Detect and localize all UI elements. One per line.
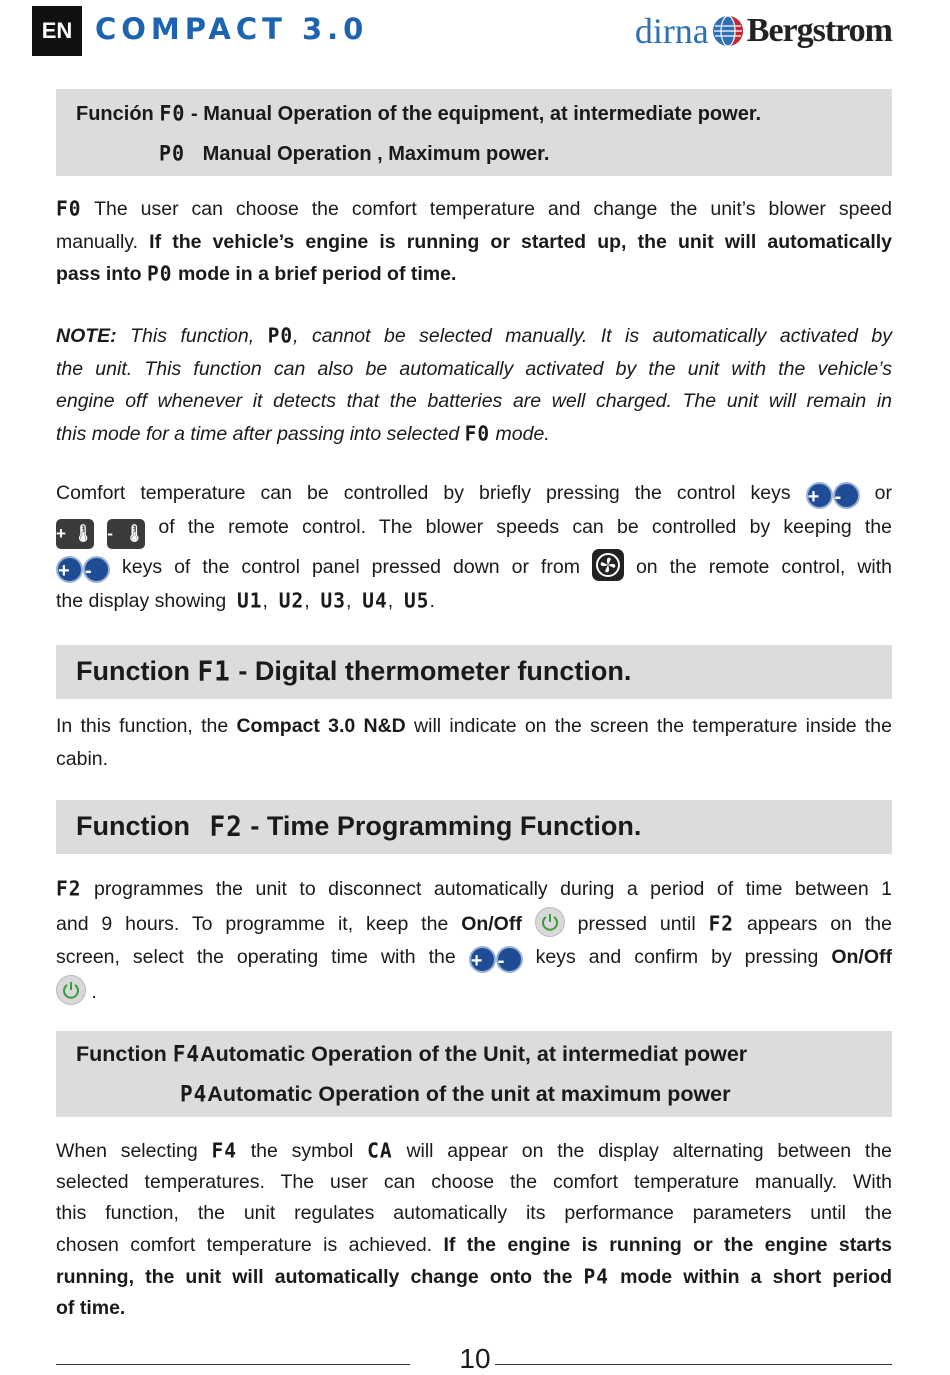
comfort-line1: Comfort temperature can be controlled by briefly pressing the control keys — [56, 482, 791, 504]
fan-icon — [592, 549, 624, 581]
section-header-f2 — [56, 800, 892, 854]
comfort-or: or — [874, 482, 893, 504]
remote-plus-glyph: + — [56, 523, 66, 543]
section-f1-title — [76, 656, 631, 687]
pf4-line1a: When selecting — [56, 1140, 198, 1162]
section-f4-title: Automatic Operation of the Unit, at intermediat power — [200, 1042, 748, 1066]
pf1-line2: cabin. — [56, 748, 109, 770]
comfort-line3b: on the remote control, with — [635, 555, 892, 578]
pf1-line1c: will indicate on the screen the temperature inside the — [414, 715, 892, 737]
pf4-line6: of time. — [56, 1297, 126, 1320]
note-line4b: mode. — [495, 422, 550, 445]
footer-rule-right — [495, 1364, 892, 1365]
pf4-line2: selected temperatures. The user can choose the comfort temperature manually. With — [56, 1171, 892, 1194]
remote-minus-glyph: - — [107, 523, 113, 543]
section-f0-line1 — [76, 101, 761, 126]
section-f0-title: - Manual Operation of the equipment, at intermediate power. — [190, 103, 762, 125]
pf4-line5a: running, the unit will automatically change onto the — [56, 1265, 573, 1288]
onoff-label-2: On/Off — [831, 946, 892, 968]
code-f0-note: F0 — [464, 420, 491, 446]
pf2-period: . — [91, 980, 97, 1003]
p1-line2b: If the vehicle’s engine is running or started up, the unit will automatically — [149, 230, 892, 253]
label-funcion: Función — [76, 103, 154, 125]
code-p4-inline: P4 — [583, 1264, 610, 1289]
pf4-line5b: mode within a short period — [620, 1265, 893, 1288]
code-u1: U1 — [237, 588, 263, 613]
pf2-line2d: appears on the — [746, 912, 892, 935]
code-ca: CA — [367, 1138, 393, 1163]
code-f2: F2 — [209, 811, 243, 843]
page-number: 10 — [459, 1343, 491, 1374]
comfort-line2: of the remote control. The blower speeds can be controlled by keeping the — [158, 515, 892, 538]
pf4-line1b: the symbol — [250, 1140, 354, 1162]
plus-key-icon-3: + — [469, 946, 496, 973]
brand-logo — [635, 10, 892, 52]
product-name: Compact 3.0 N&D — [236, 715, 406, 737]
code-f1: F1 — [197, 656, 231, 688]
note-line3: engine off whenever it detects that the batteries are well charged. The unit will remain in — [56, 390, 892, 412]
paragraph-note — [56, 320, 892, 450]
power-icon — [535, 907, 565, 937]
globe-icon — [711, 14, 745, 48]
minus-key-icon: - — [833, 482, 860, 509]
code-f4-inline: F4 — [211, 1138, 237, 1163]
p1-line2a: manually. — [56, 230, 139, 253]
comfort-line4: the display showing — [56, 590, 227, 612]
pf2-line3a: screen, select the operating time with the — [56, 946, 456, 968]
note-line4a: this mode for a time after passing into selected — [56, 422, 460, 445]
section-header-f1 — [56, 645, 892, 699]
code-p0: P0 — [159, 140, 186, 166]
code-f2-inline: F2 — [56, 876, 82, 901]
paragraph-f2 — [56, 872, 892, 1009]
note-line1a: This function, — [130, 325, 255, 347]
document-title: COMPACT 3.0 — [95, 12, 369, 46]
pf2-line1: programmes the unit to disconnect automatically during a period of time between 1 — [93, 878, 892, 900]
paragraph-f4 — [56, 1135, 892, 1324]
code-f2-inline-2: F2 — [708, 910, 735, 936]
section-f4-line2 — [180, 1082, 731, 1107]
pf4-line3: this function, the unit regulates automatically its performance parameters until the — [56, 1202, 892, 1225]
pf4-line4a: chosen comfort temperature is achieved. — [56, 1233, 433, 1256]
label-function-f1: Function — [76, 656, 190, 686]
paragraph-comfort: Comfort temperature can be controlled by briefly pressing the control keys + - or +🌡 -🌡 of the remote control. The blower speeds can be controlled by keeping the + - keys of the control panel pressed down or from on the remote control, with the display showing U1, U2, U3, U4, U5. — [56, 477, 892, 619]
code-f0-inline: F0 — [56, 196, 82, 221]
onoff-label: On/Off — [461, 912, 522, 935]
code-u4: U4 — [362, 588, 388, 613]
language-badge: EN — [32, 6, 82, 56]
section-f2-text: - Time Programming Function. — [250, 811, 642, 841]
note-label: NOTE: — [56, 325, 117, 347]
comfort-line3a: keys of the control panel pressed down or from — [122, 555, 580, 578]
note-line2: the unit. This function can also be automatically activated by the unit with the vehicle’s — [56, 357, 892, 380]
p1-line3b: mode in a brief period of time. — [177, 263, 457, 285]
code-f4: F4 — [172, 1041, 201, 1067]
code-p0-note: P0 — [267, 323, 294, 348]
section-header-f0 — [56, 89, 892, 176]
minus-key-icon-3: - — [496, 946, 523, 973]
code-u3: U3 — [320, 588, 347, 613]
code-f0: F0 — [159, 100, 186, 126]
code-u2: U2 — [278, 588, 305, 613]
power-icon-2 — [56, 975, 86, 1005]
section-f2-title — [76, 811, 641, 842]
section-p4-title: Automatic Operation of the unit at maximum power — [207, 1082, 731, 1106]
section-f0-line2 — [159, 141, 549, 166]
brand-dirna: dirna — [634, 11, 709, 51]
remote-plus-temp-icon: +🌡 — [56, 519, 94, 549]
brand-bergstrom: Bergstrom — [746, 12, 892, 49]
label-function-f2: Function — [76, 811, 190, 841]
pf2-line3b: keys and confirm by pressing — [535, 946, 819, 968]
code-p4: P4 — [180, 1081, 208, 1107]
minus-key-icon-2: - — [83, 556, 110, 583]
paragraph-f1 — [56, 710, 892, 776]
note-line1b: , cannot be selected manually. It is automatically activated by — [293, 325, 892, 347]
plus-key-icon: + — [806, 482, 833, 509]
pf1-line1a: In this function, the — [56, 715, 229, 737]
section-f4-line1 — [76, 1042, 747, 1067]
p1-line3a: pass into — [56, 263, 142, 285]
section-f1-text: - Digital thermometer function. — [238, 656, 632, 686]
pf2-line2c: pressed until — [577, 912, 696, 935]
pf4-line1c: will appear on the display alternating between the — [406, 1140, 893, 1162]
code-u5: U5 — [404, 588, 430, 613]
section-p0-title: Manual Operation , Maximum power. — [202, 143, 550, 165]
pf2-line2a: and 9 hours. To programme it, keep the — [56, 912, 449, 935]
p1-line1: The user can choose the comfort temperature and change the unit’s blower speed — [94, 198, 892, 220]
section-header-f4 — [56, 1031, 892, 1117]
code-p0-inline: P0 — [147, 261, 173, 286]
label-function-f4: Function — [76, 1042, 167, 1066]
remote-minus-temp-icon: -🌡 — [107, 519, 145, 549]
paragraph-f0 — [56, 193, 892, 291]
pf4-line4b: If the engine is running or the engine starts — [443, 1233, 892, 1256]
plus-key-icon-2: + — [56, 556, 83, 583]
